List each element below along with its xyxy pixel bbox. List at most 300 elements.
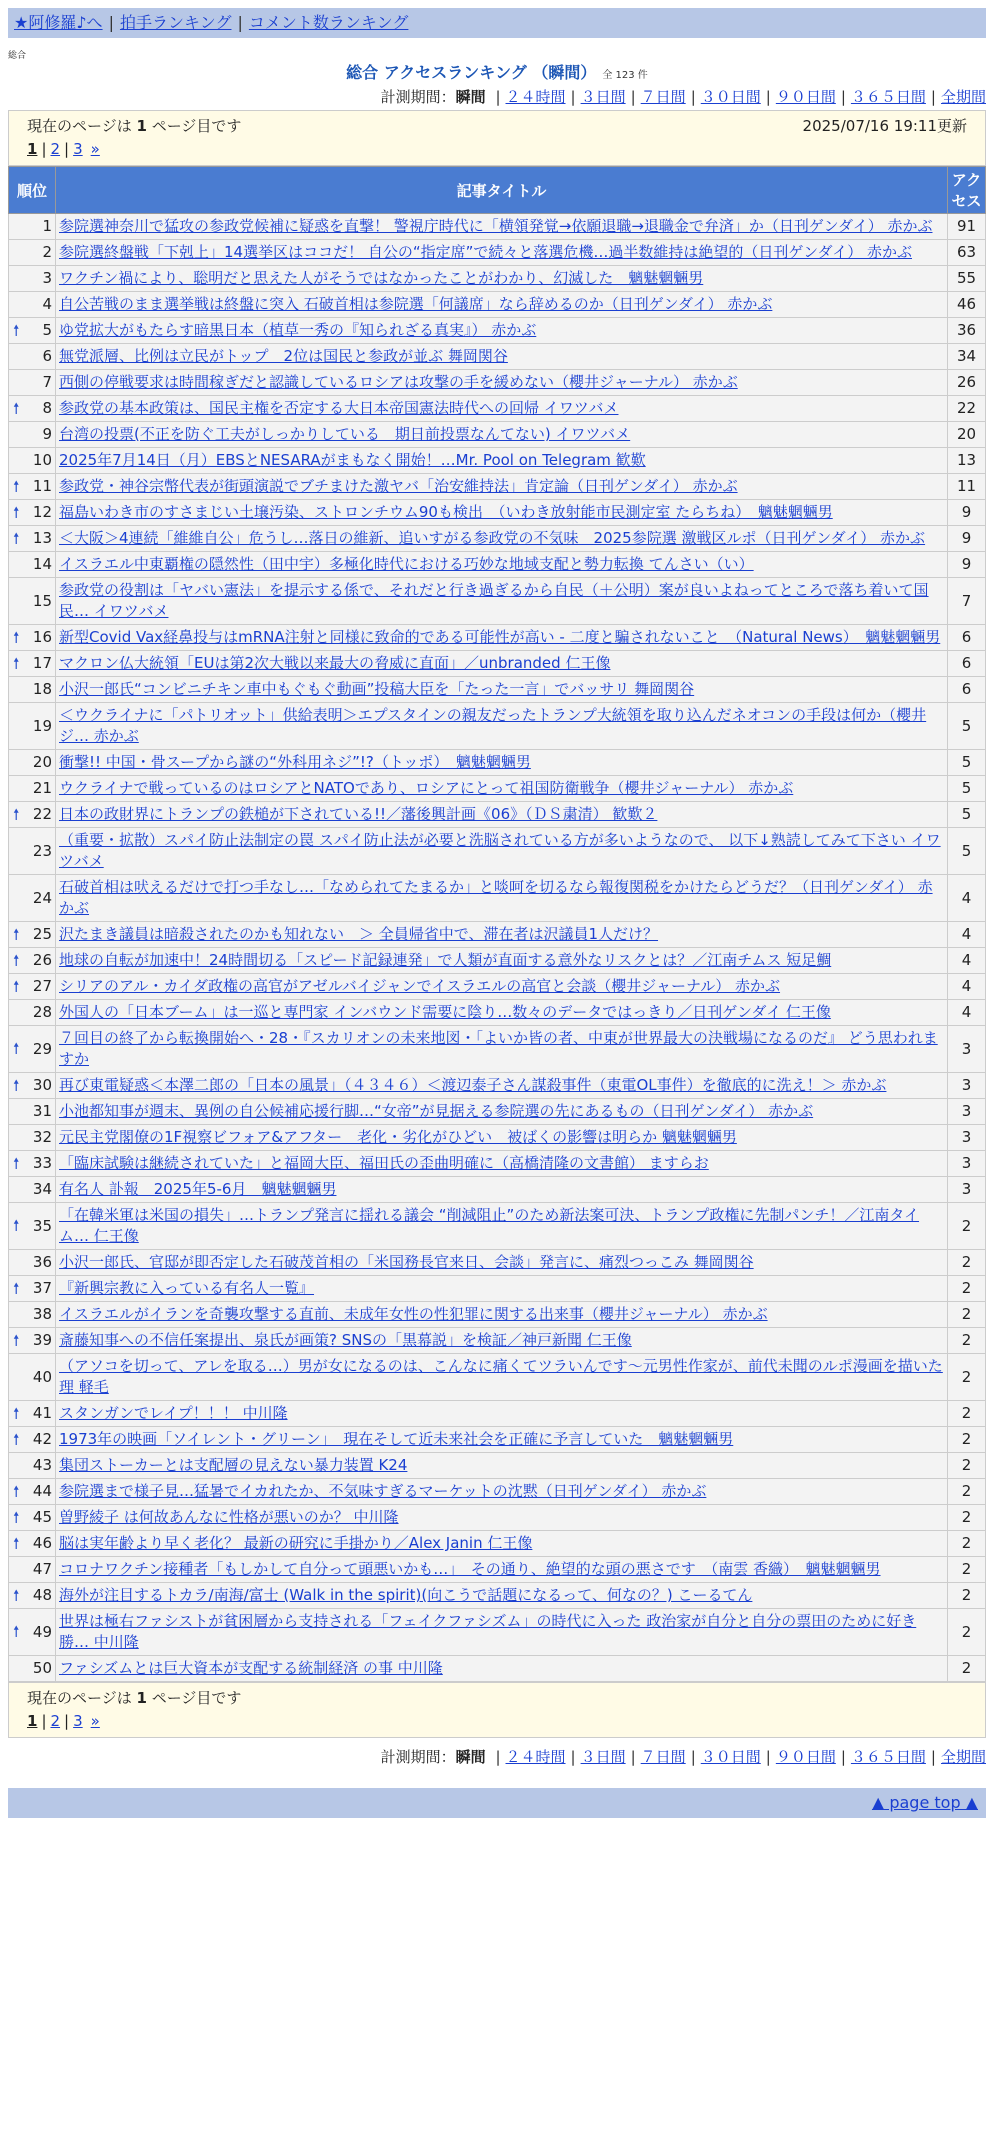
- table-row: [9, 396, 986, 422]
- article-link[interactable]: 曽野綾子 は何故あんなに性格が悪いのか？ 中川隆: [59, 1508, 399, 1526]
- page-top-link[interactable]: ▲ page top ▲: [871, 1793, 978, 1812]
- up-arrow-icon: 🠕: [13, 529, 20, 547]
- title-cell: [56, 552, 948, 578]
- section-label: 総合: [8, 51, 27, 61]
- table-row: [9, 1583, 986, 1609]
- period-link-4[interactable]: ９０日間: [775, 1748, 836, 1766]
- access-count: 2: [948, 1302, 986, 1328]
- article-link[interactable]: 衝撃!! 中国・骨スープから謎の“外科用ネジ”!?（トッポ） 魑魅魍魎男: [59, 753, 531, 771]
- article-link[interactable]: 脳は実年齢より早く老化？ 最新の研究に手掛かり／Alex Janin 仁王像: [59, 1534, 533, 1552]
- rank-number: 12: [32, 503, 52, 521]
- table-row: [9, 1557, 986, 1583]
- article-link[interactable]: 世界は極右ファシストが貧困層から支持される「フェイクファシズム」の時代に入った 政治家が自分と自分の票田のために好き勝… 中川隆: [59, 1612, 917, 1651]
- access-count: 20: [948, 422, 986, 448]
- title-cell: [56, 974, 948, 1000]
- rank-number: 34: [32, 1180, 52, 1198]
- rank-number: 24: [32, 888, 52, 907]
- table-row: [9, 1354, 986, 1401]
- article-link[interactable]: スタンガンでレイプ！！！ 中川隆: [59, 1404, 288, 1422]
- article-link[interactable]: 台湾の投票(不正を防ぐ工夫がしっかりしている 期日前投票なんてない) イワツバメ: [59, 425, 631, 443]
- title-cell: [56, 1203, 948, 1250]
- rank-cell: [9, 1250, 56, 1276]
- up-arrow-icon: 🠕: [13, 1404, 20, 1422]
- title-cell: [56, 1276, 948, 1302]
- access-count: 55: [948, 266, 986, 292]
- rank-number: 4: [42, 295, 52, 313]
- access-count: 26: [948, 370, 986, 396]
- title-cell: [56, 1099, 948, 1125]
- article-link[interactable]: （重要・拡散）スパイ防止法制定の罠 スパイ防止法が必要と洗脳されている方が多いようなので、 以下↓熟読してみて下さい イワツバメ: [59, 831, 941, 870]
- header-access: アクセス: [948, 167, 986, 214]
- article-link[interactable]: （アソコを切って、アレを取る…）男が女になるのは、こんなに痛くてツラいんです〜元男性作家が、前代未聞のルポ漫画を描いた理 軽毛: [59, 1357, 943, 1396]
- table-row: [9, 1656, 986, 1682]
- period-selector-top: [0, 84, 994, 110]
- table-row: [9, 448, 986, 474]
- period-separator: |: [495, 88, 501, 106]
- access-count: 4: [948, 948, 986, 974]
- title-cell: [56, 240, 948, 266]
- pager-top: [8, 110, 986, 166]
- table-row: [9, 1505, 986, 1531]
- page-link-»[interactable]: »: [90, 1712, 100, 1730]
- page-link-current: 1: [27, 1712, 38, 1730]
- rank-number: 31: [32, 1102, 52, 1120]
- access-count: 2: [948, 1328, 986, 1354]
- period-separator: |: [570, 88, 576, 106]
- current-page-text: 現在のページは 1 ページ目です: [27, 117, 242, 135]
- period-link-1[interactable]: ３日間: [580, 1748, 626, 1766]
- table-row: [9, 500, 986, 526]
- title-cell: [56, 1125, 948, 1151]
- up-arrow-icon: 🠕: [13, 1331, 20, 1349]
- article-link[interactable]: ファシズムとは巨大資本が支配する統制経済 の事 中川隆: [59, 1659, 443, 1677]
- table-row: [9, 240, 986, 266]
- rank-cell: [9, 677, 56, 703]
- rank-cell: [9, 1531, 56, 1557]
- rank-cell: [9, 266, 56, 292]
- up-arrow-icon: 🠕: [13, 477, 20, 495]
- rank-number: 10: [32, 451, 52, 469]
- access-count: 3: [948, 1073, 986, 1099]
- access-count: 3: [948, 1125, 986, 1151]
- period-link-2[interactable]: ７日間: [640, 1748, 686, 1766]
- article-link[interactable]: 「在韓米軍は米国の損失」…トランプ発言に揺れる議会 “削減阻止”のため新法案可決、トランプ政権に先制パンチ！／江南タイム… 仁王像: [59, 1206, 920, 1245]
- pager-separator: |: [41, 1712, 47, 1730]
- table-row: [9, 474, 986, 500]
- title-cell: [56, 1073, 948, 1099]
- title-cell: [56, 422, 948, 448]
- article-link[interactable]: コロナワクチン接種者「もしかして自分って頭悪いかも…」 その通り、絶望的な頭の悪さです （南雲 香織） 魑魅魍魎男: [59, 1560, 881, 1578]
- article-link[interactable]: 小沢一郎氏“コンビニチキン車中もぐもぐ動画”投稿大臣を「たった一言」でバッサリ 舞岡関谷: [59, 680, 695, 698]
- pager-bottom: [8, 1682, 986, 1738]
- article-link[interactable]: イスラエルがイランを奇襲攻撃する直前、未成年女性の性犯罪に関する出来事（櫻井ジャーナル） 赤かぶ: [59, 1305, 768, 1323]
- article-link[interactable]: 「臨床試験は継続されていた」と福岡大臣、福田氏の歪曲明確に（高橋清隆の文書館） ますらお: [59, 1154, 709, 1172]
- access-count: 4: [948, 1000, 986, 1026]
- access-count: 4: [948, 875, 986, 922]
- article-link[interactable]: 参院選神奈川で猛攻の参政党候補に疑惑を直撃！ 警視庁時代に「横領発覚→依願退職→退職金で弁済」か（日刊ゲンダイ） 赤かぶ: [59, 217, 933, 235]
- rank-number: 13: [32, 529, 52, 547]
- article-link[interactable]: 1973年の映画「ソイレント・グリーン」 現在そして近未来社会を正確に予言していた 魑魅魍魎男: [59, 1430, 734, 1448]
- up-arrow-icon: 🠕: [13, 1622, 20, 1641]
- rank-cell: [9, 1276, 56, 1302]
- page-link-3[interactable]: 3: [73, 140, 83, 158]
- table-row: [9, 266, 986, 292]
- access-count: 2: [948, 1583, 986, 1609]
- title-cell: [56, 1026, 948, 1073]
- access-count: 5: [948, 828, 986, 875]
- rank-cell: [9, 1073, 56, 1099]
- page-link-3[interactable]: 3: [73, 1712, 83, 1730]
- up-arrow-icon: 🠕: [13, 1482, 20, 1500]
- title-cell: [56, 1531, 948, 1557]
- up-arrow-icon: 🠕: [13, 321, 20, 339]
- rank-number: 5: [42, 321, 52, 339]
- table-row: [9, 1453, 986, 1479]
- table-row: [9, 974, 986, 1000]
- period-separator: |: [930, 88, 936, 106]
- period-link-0[interactable]: ２４時間: [505, 1748, 566, 1766]
- footer-bar: [8, 1788, 986, 1818]
- rank-number: 6: [42, 347, 52, 365]
- table-row: [9, 948, 986, 974]
- rank-cell: [9, 1125, 56, 1151]
- period-separator: |: [690, 88, 696, 106]
- home-link[interactable]: ★阿修羅♪へ: [14, 13, 103, 32]
- access-count: 2: [948, 1354, 986, 1401]
- period-link-4[interactable]: ９０日間: [775, 88, 836, 106]
- table-row: [9, 526, 986, 552]
- applause-ranking-link[interactable]: 拍手ランキング: [119, 13, 232, 32]
- period-current: 瞬間: [455, 88, 486, 106]
- article-link[interactable]: 自公苦戦のまま選挙戦は終盤に突入 石破首相は参院選「何議席」なら辞めるのか（日刊ゲンダイ） 赤かぶ: [59, 295, 773, 313]
- table-row: [9, 1151, 986, 1177]
- access-count: 2: [948, 1656, 986, 1682]
- article-link[interactable]: イスラエル中東覇権の隠然性（田中宇）多極化時代における巧妙な地域支配と勢力転換 てんさい（い）: [59, 555, 754, 573]
- up-arrow-icon: 🠕: [13, 1154, 20, 1172]
- access-count: 5: [948, 703, 986, 750]
- title-cell: [56, 1401, 948, 1427]
- rank-number: 2: [42, 243, 52, 261]
- article-link[interactable]: 西側の停戦要求は時間稼ぎだと認識しているロシアは攻撃の手を緩めない（櫻井ジャーナル） 赤かぶ: [59, 373, 738, 391]
- rank-number: 35: [32, 1216, 52, 1235]
- table-row: [9, 1099, 986, 1125]
- access-count: 2: [948, 1401, 986, 1427]
- rank-number: 1: [42, 217, 52, 235]
- rank-cell: [9, 922, 56, 948]
- table-row: [9, 776, 986, 802]
- access-count: 6: [948, 651, 986, 677]
- access-count: 2: [948, 1557, 986, 1583]
- page-link-2[interactable]: 2: [50, 140, 61, 158]
- period-link-2[interactable]: ７日間: [640, 88, 686, 106]
- rank-number: 38: [32, 1305, 52, 1323]
- rank-cell: [9, 240, 56, 266]
- rank-number: 7: [42, 373, 52, 391]
- period-link-6[interactable]: 全期間: [940, 1748, 986, 1766]
- rank-number: 46: [32, 1534, 52, 1552]
- table-row: [9, 578, 986, 625]
- rank-number: 3: [42, 269, 52, 287]
- period-separator: |: [930, 1748, 936, 1766]
- up-arrow-icon: 🠕: [13, 805, 20, 823]
- article-link[interactable]: ウクライナで戦っているのはロシアとNATOであり、ロシアにとって祖国防衛戦争（櫻井ジャーナル） 赤かぶ: [59, 779, 794, 797]
- access-count: 13: [948, 448, 986, 474]
- rank-number: 36: [32, 1253, 52, 1271]
- article-link[interactable]: 『新興宗教に入っている有名人一覧』: [59, 1279, 315, 1297]
- rank-number: 14: [32, 555, 52, 573]
- table-row: [9, 318, 986, 344]
- title-cell: [56, 1000, 948, 1026]
- access-count: 3: [948, 1177, 986, 1203]
- nav-separator: |: [237, 13, 243, 32]
- ranking-table: [8, 166, 986, 1682]
- up-arrow-icon: 🠕: [13, 399, 20, 417]
- table-row: [9, 625, 986, 651]
- period-selector-bottom: [0, 1744, 994, 1770]
- title-cell: [56, 750, 948, 776]
- access-count: 3: [948, 1099, 986, 1125]
- title-cell: [56, 526, 948, 552]
- rank-number: 30: [32, 1076, 52, 1094]
- article-link[interactable]: 外国人の「日本ブーム」は一巡と専門家 インバウンド需要に陰り…数々のデータではっきり／日刊ゲンダイ 仁王像: [59, 1003, 831, 1021]
- table-row: [9, 370, 986, 396]
- table-row: [9, 922, 986, 948]
- rank-number: 33: [32, 1154, 52, 1172]
- article-link[interactable]: 有名人 訃報 2025年5-6月 魑魅魍魎男: [59, 1180, 337, 1198]
- table-row: [9, 1531, 986, 1557]
- period-link-3[interactable]: ３０日間: [700, 88, 761, 106]
- period-link-3[interactable]: ３０日間: [700, 1748, 761, 1766]
- table-row: [9, 750, 986, 776]
- article-link[interactable]: 斎藤知事への不信任案提出、泉氏が画策? SNSの「黒幕説」を検証／神戸新聞 仁王像: [59, 1331, 632, 1349]
- access-count: 22: [948, 396, 986, 422]
- article-link[interactable]: ＜ウクライナに「パトリオット」供給表明＞エプスタインの親友だったトランプ大統領を取り込んだネオコンの手段は何か（櫻井ジ… 赤かぶ: [59, 706, 927, 745]
- access-count: 2: [948, 1609, 986, 1656]
- title-cell: [56, 318, 948, 344]
- article-link[interactable]: 福島いわき市のすさまじい土壌汚染、ストロンチウム90も検出 （いわき放射能市民測定室 たらちね） 魑魅魍魎男: [59, 503, 833, 521]
- title-cell: [56, 1151, 948, 1177]
- period-label: 計測期間：: [380, 88, 456, 106]
- up-arrow-icon: 🠕: [13, 1534, 20, 1552]
- access-count: 46: [948, 292, 986, 318]
- nav-separator: |: [108, 13, 114, 32]
- rank-number: 15: [32, 591, 52, 610]
- period-link-5[interactable]: ３６５日間: [850, 1748, 926, 1766]
- article-link[interactable]: 海外が注目するトカラ/南海/富士 (Walk in the spirit)(向こうで話題になるって、何なの？) こーるてん: [59, 1586, 753, 1604]
- access-count: 3: [948, 1151, 986, 1177]
- table-row: [9, 1302, 986, 1328]
- article-link[interactable]: ワクチン禍により、聡明だと思えた人がそうではなかったことがわかり、幻滅した 魑魅魍魎男: [59, 269, 704, 287]
- rank-cell: [9, 552, 56, 578]
- table-row: [9, 1203, 986, 1250]
- rank-number: 50: [32, 1659, 52, 1677]
- up-arrow-icon: 🠕: [13, 1586, 20, 1604]
- title-cell: [56, 1328, 948, 1354]
- title-cell: [56, 802, 948, 828]
- period-separator: |: [840, 88, 846, 106]
- up-arrow-icon: 🠕: [13, 1279, 20, 1297]
- title-cell: [56, 1250, 948, 1276]
- title-cell: [56, 828, 948, 875]
- access-count: 2: [948, 1276, 986, 1302]
- table-row: [9, 344, 986, 370]
- article-link[interactable]: 参政党・神谷宗幣代表が街頭演説でブチまけた激ヤバ「治安維持法」肯定論（日刊ゲンダイ） 赤かぶ: [59, 477, 738, 495]
- table-row: [9, 875, 986, 922]
- access-count: 2: [948, 1505, 986, 1531]
- access-count: 2: [948, 1203, 986, 1250]
- article-link[interactable]: 参政党の基本政策は、国民主権を否定する大日本帝国憲法時代への回帰 イワツバメ: [59, 399, 619, 417]
- rank-number: 27: [32, 977, 52, 995]
- table-row: [9, 1609, 986, 1656]
- title-cell: [56, 448, 948, 474]
- title-cell: [56, 266, 948, 292]
- rank-number: 29: [32, 1039, 52, 1058]
- article-link[interactable]: 小池都知事が週末、異例の自公候補応援行脚…“女帝”が見据える参院選の先にあるもの（日刊ゲンダイ） 赤かぶ: [59, 1102, 814, 1120]
- rank-cell: [9, 1302, 56, 1328]
- table-row: [9, 552, 986, 578]
- rank-number: 9: [42, 425, 52, 443]
- table-row: [9, 677, 986, 703]
- article-link[interactable]: シリアのアル・カイダ政権の高官がアゼルバイジャンでイスラエルの高官と会談（櫻井ジャーナル） 赤かぶ: [59, 977, 781, 995]
- up-arrow-icon: 🠕: [13, 1508, 20, 1526]
- rank-number: 41: [32, 1404, 52, 1422]
- page-links: [27, 137, 967, 161]
- access-count: 5: [948, 802, 986, 828]
- article-link[interactable]: ＜大阪＞4連続「維維自公」危うし…落日の維新、追いすがる参政党の不気味 2025参院選 激戦区ルポ（日刊ゲンダイ） 赤かぶ: [59, 529, 926, 547]
- rank-cell: [9, 370, 56, 396]
- rank-cell: [9, 1177, 56, 1203]
- rank-number: 23: [32, 841, 52, 860]
- article-link[interactable]: 無党派層、比例は立民がトップ 2位は国民と参政が並ぶ 舞岡関谷: [59, 347, 508, 365]
- article-link[interactable]: 再び東電疑惑＜本澤二郎の「日本の風景」（４３４６）＜渡辺泰子さん謀殺事件（東電OL事件）を徹底的に洗え！＞ 赤かぶ: [59, 1076, 887, 1094]
- period-separator: |: [765, 88, 771, 106]
- access-count: 2: [948, 1531, 986, 1557]
- table-row: [9, 1026, 986, 1073]
- top-nav-bar: [8, 8, 986, 38]
- article-link[interactable]: 地球の自転が加速中！24時間切る「スピード記録連発」で人類が直面する意外なリスクとは？／江南チムス 短足鯛: [59, 951, 832, 969]
- title-cell: [56, 1302, 948, 1328]
- period-separator: |: [630, 88, 636, 106]
- title-cell: [56, 776, 948, 802]
- table-row: [9, 422, 986, 448]
- rank-cell: [9, 703, 56, 750]
- title-cell: [56, 651, 948, 677]
- rank-cell: [9, 1505, 56, 1531]
- rank-cell: [9, 776, 56, 802]
- article-link[interactable]: 小沢一郎氏、官邸が即否定した石破茂首相の「米国務長官来日、会談」発言に、痛烈つっこみ 舞岡関谷: [59, 1253, 754, 1271]
- period-separator: |: [630, 1748, 636, 1766]
- article-link[interactable]: 参院選まで様子見…猛暑でイカれたか、不気味すぎるマーケットの沈黙（日刊ゲンダイ） 赤かぶ: [59, 1482, 707, 1500]
- access-count: 63: [948, 240, 986, 266]
- header-rank: 順位: [9, 167, 56, 214]
- article-link[interactable]: 沢たまき議員は暗殺されたのかも知れない ＞ 全員帰省中で、滞在者は沢議員1人だけ？: [59, 925, 659, 943]
- rank-number: 47: [32, 1560, 52, 1578]
- title-cell: [56, 1177, 948, 1203]
- rank-number: 21: [32, 779, 52, 797]
- rank-cell: [9, 1427, 56, 1453]
- rank-cell: [9, 1656, 56, 1682]
- table-row: [9, 1073, 986, 1099]
- article-link[interactable]: ７回目の終了から転換開始へ・28・『スカリオンの未来地図・「よいか皆の者、中東が世界最大の決戦場になるのだ』 どう思われますか: [59, 1029, 938, 1068]
- period-link-1[interactable]: ３日間: [580, 88, 626, 106]
- rank-cell: [9, 396, 56, 422]
- article-link[interactable]: 日本の政財界にトランプの鉄槌が下されている!!／藩後興計画《06》（ＤＳ粛清） 歓歎２: [59, 805, 658, 823]
- rank-cell: [9, 526, 56, 552]
- rank-number: 11: [32, 477, 52, 495]
- table-row: [9, 1177, 986, 1203]
- title-cell: [56, 214, 948, 240]
- rank-number: 43: [32, 1456, 52, 1474]
- rank-number: 19: [32, 716, 52, 735]
- rank-cell: [9, 1479, 56, 1505]
- title-cell: [56, 875, 948, 922]
- period-separator: |: [570, 1748, 576, 1766]
- article-link[interactable]: 参政党の役割は「ヤバい憲法」を提示する係で、それだと行き過ぎるから自民（＋公明）案が良いよねってところで落ち着いて国民… イワツバメ: [59, 581, 929, 620]
- title-cell: [56, 677, 948, 703]
- rank-number: 48: [32, 1586, 52, 1604]
- article-link[interactable]: 新型Covid Vax経鼻投与はmRNA注射と同様に致命的である可能性が高い - 二度と騙されないこと （Natural News） 魑魅魍魎男: [59, 628, 941, 646]
- access-count: 11: [948, 474, 986, 500]
- rank-cell: [9, 828, 56, 875]
- page-link-2[interactable]: 2: [50, 1712, 61, 1730]
- title-cell: [56, 1609, 948, 1656]
- rank-cell: [9, 1000, 56, 1026]
- article-link[interactable]: マクロン仏大統領「EUは第2次大戦以来最大の脅威に直面」／unbranded 仁王像: [59, 654, 611, 672]
- title-cell: [56, 1453, 948, 1479]
- article-link[interactable]: ゆ党拡大がもたらす暗黒日本（植草一秀の『知られざる真実』） 赤かぶ: [59, 321, 537, 339]
- rank-number: 16: [32, 628, 52, 646]
- title-cell: [56, 703, 948, 750]
- article-link[interactable]: 石破首相は吠えるだけで打つ手なし…「なめられてたまるか」と啖呵を切るなら報復関税をかけたらどうだ？（日刊ゲンダイ） 赤かぶ: [59, 878, 933, 917]
- page-link-»[interactable]: »: [90, 140, 100, 158]
- access-count: 2: [948, 1427, 986, 1453]
- title-cell: [56, 922, 948, 948]
- rank-cell: [9, 651, 56, 677]
- rank-cell: [9, 474, 56, 500]
- period-link-6[interactable]: 全期間: [940, 88, 986, 106]
- access-count: 5: [948, 750, 986, 776]
- article-link[interactable]: 集団ストーカーとは支配層の見えない暴力装置 K24: [59, 1456, 408, 1474]
- period-separator: |: [690, 1748, 696, 1766]
- title-cell: [56, 625, 948, 651]
- table-row: [9, 828, 986, 875]
- rank-number: 49: [32, 1622, 52, 1641]
- title-cell: [56, 370, 948, 396]
- rank-number: 28: [32, 1003, 52, 1021]
- period-link-5[interactable]: ３６５日間: [850, 88, 926, 106]
- rank-cell: [9, 1609, 56, 1656]
- title-cell: [56, 578, 948, 625]
- rank-cell: [9, 578, 56, 625]
- rank-number: 44: [32, 1482, 52, 1500]
- rank-number: 17: [32, 654, 52, 672]
- rank-cell: [9, 318, 56, 344]
- period-link-0[interactable]: ２４時間: [505, 88, 566, 106]
- rank-cell: [9, 625, 56, 651]
- rank-cell: [9, 802, 56, 828]
- title-cell: [56, 396, 948, 422]
- article-link[interactable]: 参院選終盤戦「下剋上」14選挙区はココだ！ 自公の“指定席”で続々と落選危機…過半数維持は絶望的（日刊ゲンダイ） 赤かぶ: [59, 243, 912, 261]
- access-count: 9: [948, 500, 986, 526]
- up-arrow-icon: 🠕: [13, 977, 20, 995]
- access-count: 2: [948, 1453, 986, 1479]
- comment-ranking-link[interactable]: コメント数ランキング: [248, 13, 409, 32]
- table-row: [9, 292, 986, 318]
- rank-cell: [9, 422, 56, 448]
- article-link[interactable]: 2025年7月14日（月）EBSとNESARAがまもなく開始！…Mr. Pool on Telegram 歓歎: [59, 451, 646, 469]
- article-link[interactable]: 元民主党閣僚の1F視察ビフォア&アフター 老化・劣化がひどい 被ばくの影響は明らか 魑魅魍魎男: [59, 1128, 737, 1146]
- access-count: 4: [948, 974, 986, 1000]
